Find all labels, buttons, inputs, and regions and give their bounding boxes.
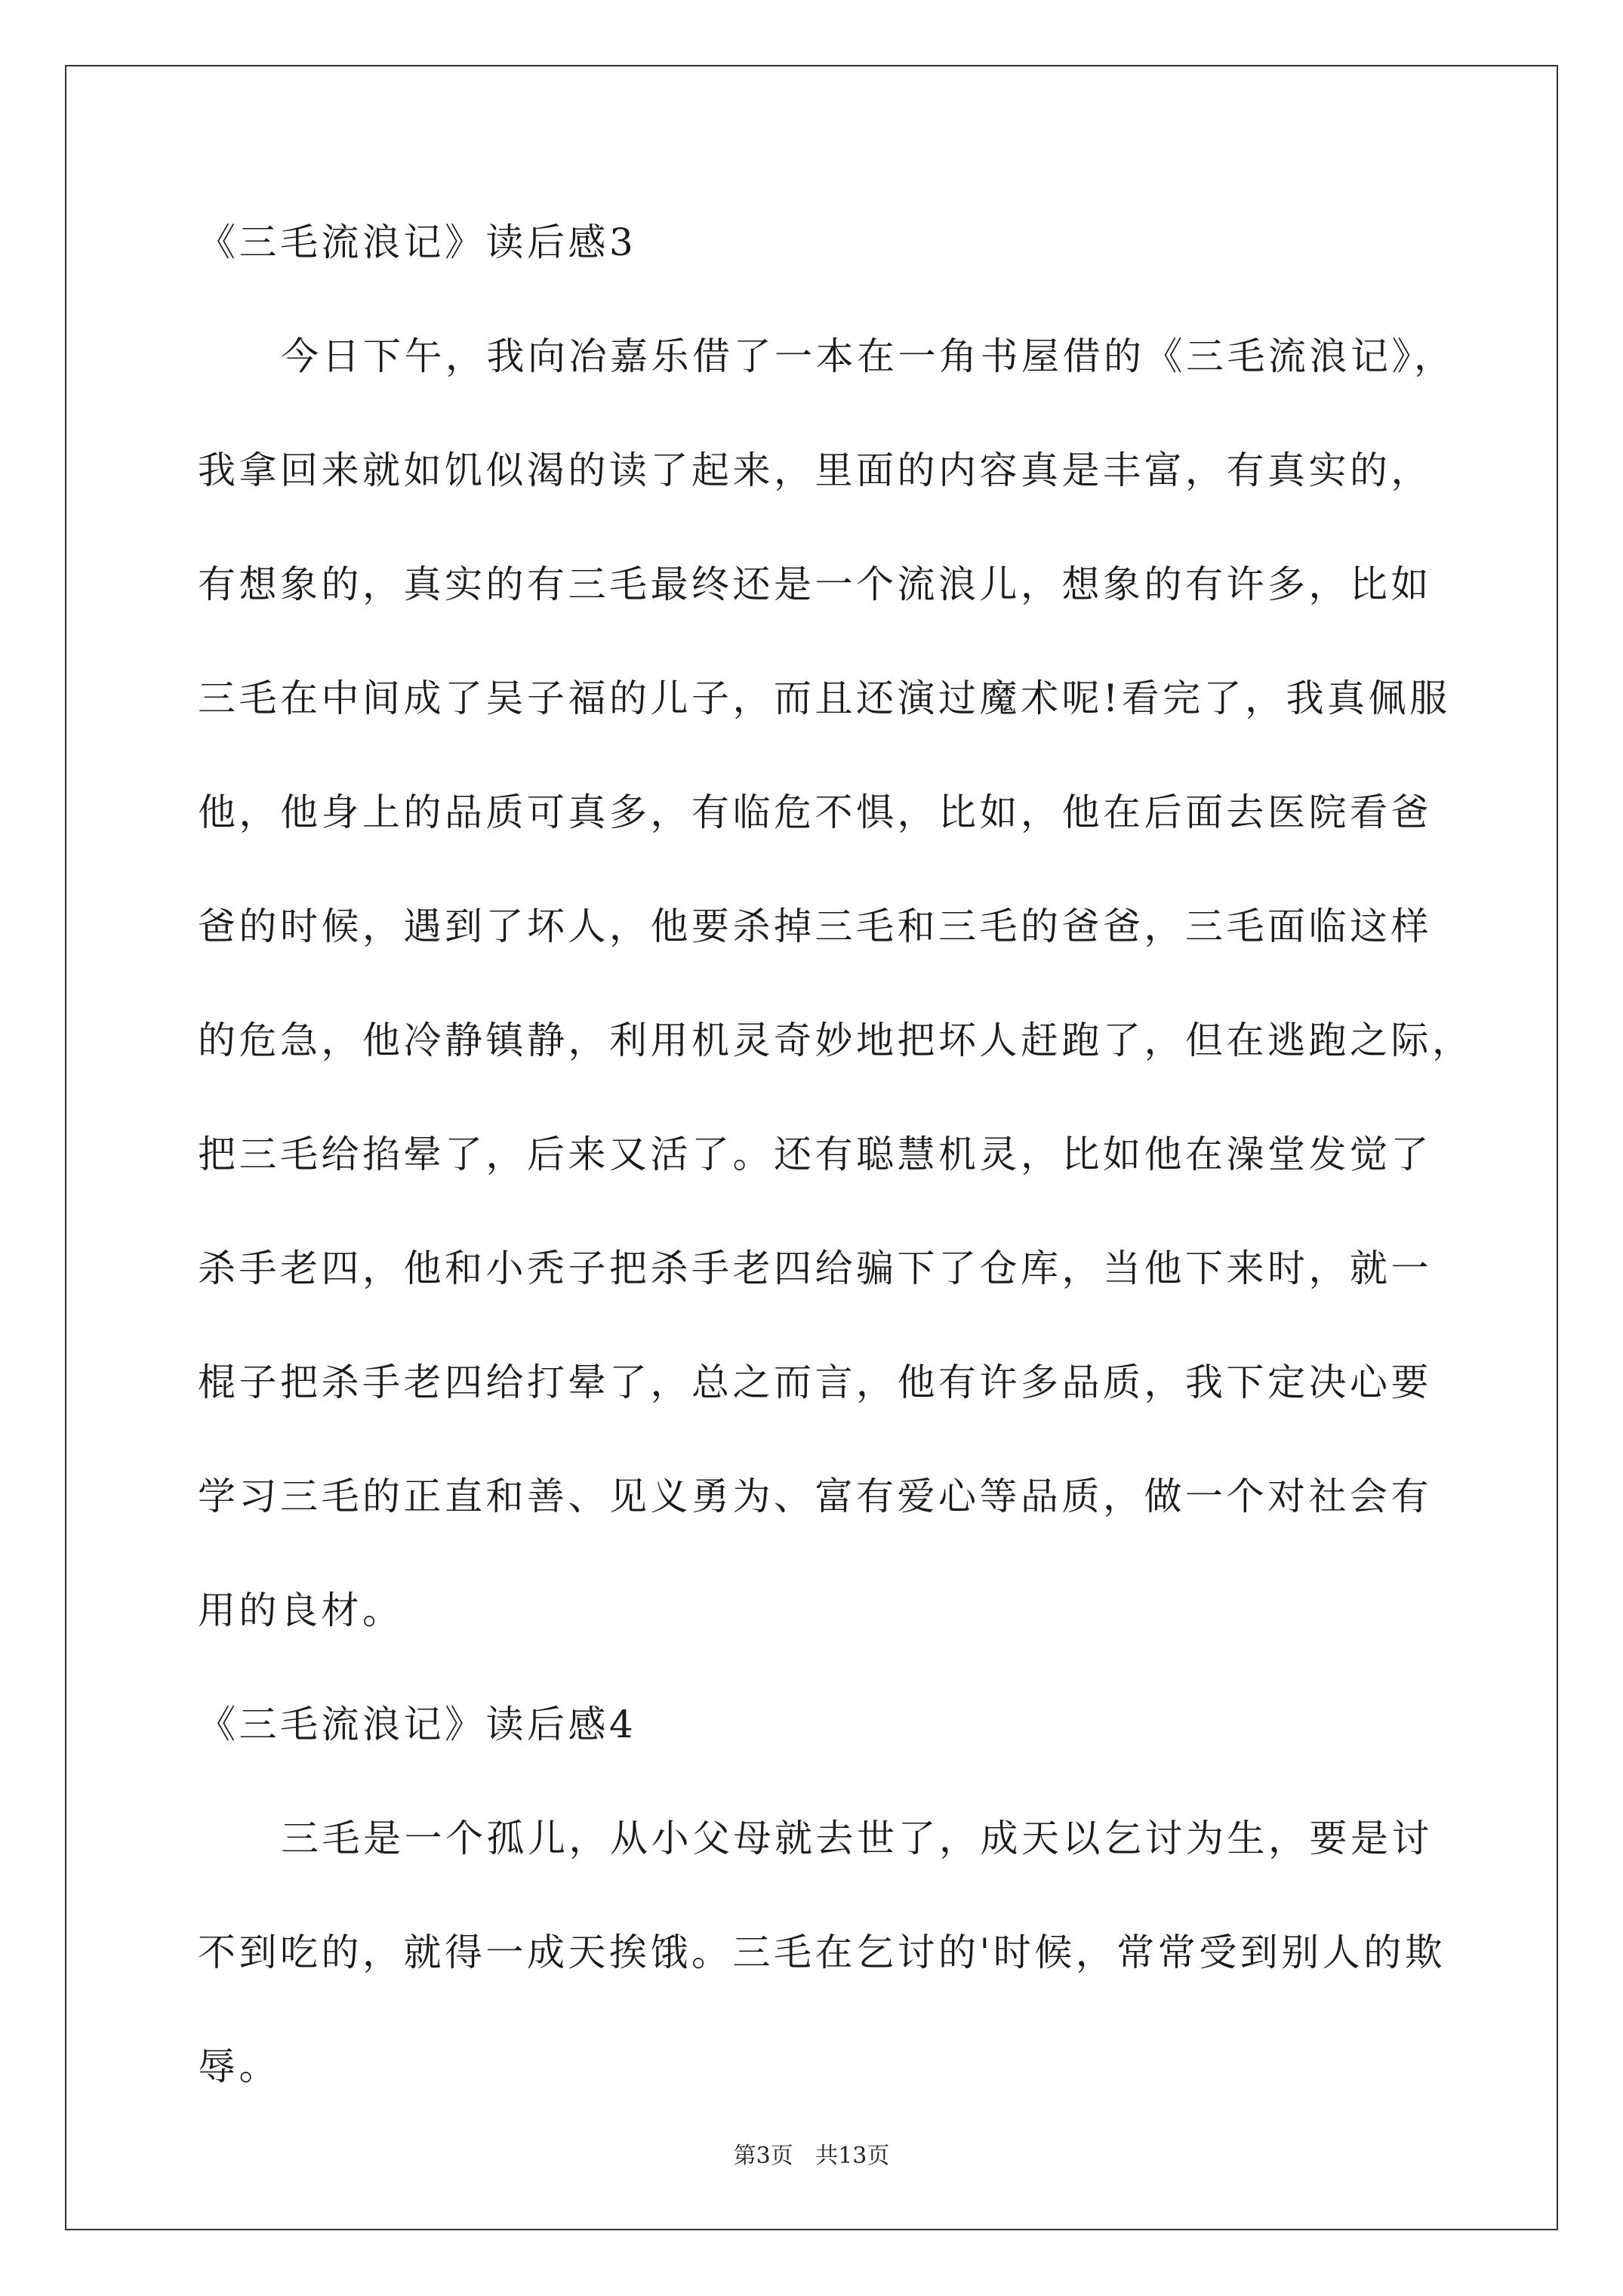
paragraph-line: 有想象的，真实的有三毛最终还是一个流浪儿，想象的有许多，比如 bbox=[198, 562, 1432, 606]
paragraph-line: 学习三毛的正直和善、见义勇为、富有爱心等品质，做一个对社会有 bbox=[198, 1475, 1432, 1518]
section-title: 《三毛流浪记》读后感4 bbox=[198, 1703, 637, 1746]
page-footer bbox=[0, 2143, 1623, 2170]
paragraph-line: 三毛是一个孤儿，从小父母就去世了，成天以乞讨为生，要是讨 bbox=[281, 1817, 1433, 1860]
paragraph-line: 把三毛给掐晕了，后来又活了。还有聪慧机灵，比如他在澡堂发觉了 bbox=[198, 1133, 1432, 1176]
section-title: 《三毛流浪记》读后感3 bbox=[198, 220, 637, 264]
paragraph-line: 爸的时候，遇到了坏人，他要杀掉三毛和三毛的爸爸，三毛面临这样 bbox=[198, 905, 1432, 948]
paragraph-line: 辱。 bbox=[198, 2045, 280, 2088]
page-total: 共13页 bbox=[815, 2143, 890, 2169]
page-number: 第3页 bbox=[733, 2143, 793, 2169]
document-body bbox=[198, 220, 1474, 2159]
paragraph bbox=[198, 1817, 1446, 2088]
paragraph bbox=[198, 334, 1474, 1632]
paragraph-line: 杀手老四，他和小秃子把杀手老四给骗下了仓库，当他下来时，就一 bbox=[198, 1247, 1432, 1290]
paragraph-line: 他，他身上的品质可真多，有临危不惧，比如，他在后面去医院看爸 bbox=[198, 791, 1432, 834]
paragraph-line: 用的良材。 bbox=[198, 1589, 404, 1632]
paragraph-line: 棍子把杀手老四给打晕了，总之而言，他有许多品质，我下定决心要 bbox=[198, 1361, 1432, 1404]
paragraph-line: 三毛在中间成了吴子福的儿子，而且还演过魔术呢!看完了，我真佩服 bbox=[198, 676, 1451, 720]
paragraph-line: 的危急，他冷静镇静，利用机灵奇妙地把坏人赶跑了，但在逃跑之际， bbox=[198, 1019, 1474, 1062]
paragraph-line: 今日下午，我向冶嘉乐借了一本在一角书屋借的《三毛流浪记》， bbox=[281, 334, 1455, 378]
paragraph-line: 不到吃的，就得一成天挨饿。三毛在乞讨的'时候，常常受到别人的欺 bbox=[198, 1931, 1446, 1974]
paragraph-line: 我拿回来就如饥似渴的读了起来，里面的内容真是丰富，有真实的， bbox=[198, 448, 1432, 492]
